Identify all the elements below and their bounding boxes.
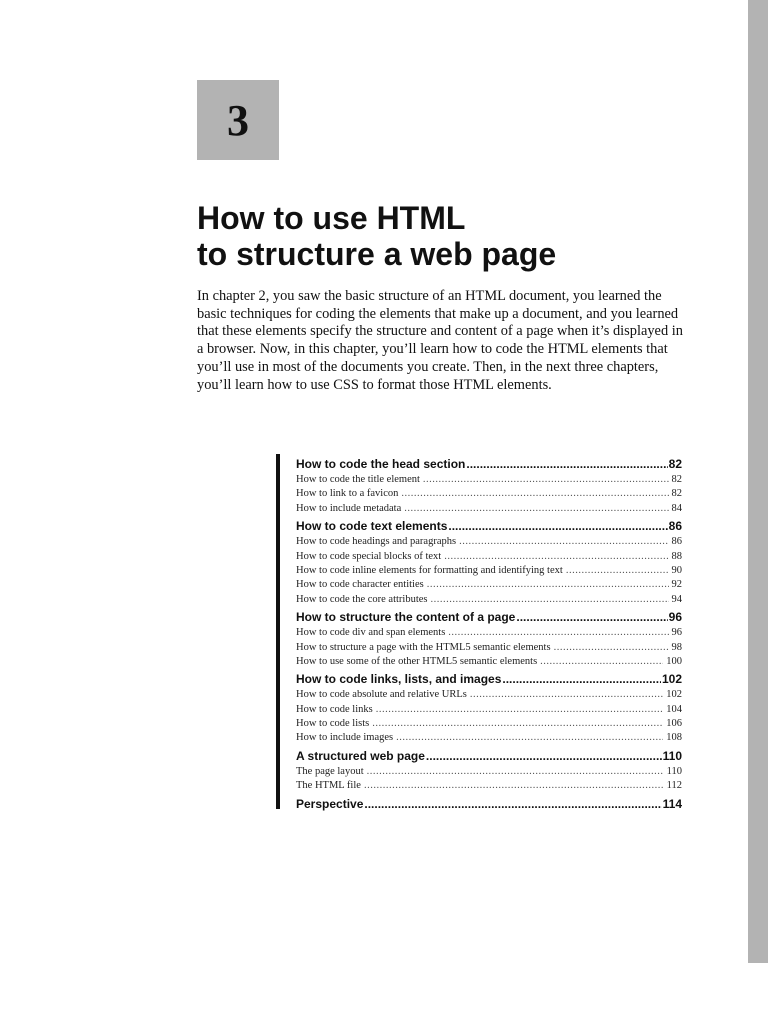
toc-page-number: 82 xyxy=(668,457,682,471)
toc-entry-title: How to code the core attributes xyxy=(296,593,428,605)
toc-page-number: 106 xyxy=(666,718,682,730)
chapter-title xyxy=(197,200,697,272)
toc-dot-leader xyxy=(516,609,667,626)
chapter-title-line-2: to structure a web page xyxy=(197,236,557,272)
toc-page-number: 104 xyxy=(666,703,682,715)
toc-section-entry xyxy=(296,456,682,473)
toc-dot-leader xyxy=(364,779,664,793)
toc-entry-title: The page layout xyxy=(296,765,364,777)
toc-dot-leader xyxy=(466,456,667,473)
toc-entry-title: How to code links xyxy=(296,703,373,715)
toc-entry-title: How to use some of the other HTML5 semantic elements xyxy=(296,655,538,667)
toc-section-entry xyxy=(296,609,682,626)
toc-page-number: 110 xyxy=(662,748,682,763)
toc-subentry xyxy=(296,502,682,516)
toc-dot-leader xyxy=(554,641,669,655)
toc-entry-title: How to code inline elements for formatting and identifying text xyxy=(296,564,563,576)
toc-page-number: 86 xyxy=(671,536,682,548)
toc-dot-leader xyxy=(372,717,663,731)
toc-page-number: 102 xyxy=(661,672,682,687)
toc-dot-leader xyxy=(470,688,663,702)
toc-page-number: 96 xyxy=(671,627,682,639)
chapter-number: 3 xyxy=(227,95,249,145)
toc-entry-title: A structured web page xyxy=(296,748,425,763)
toc-subentry xyxy=(296,779,682,793)
toc-subentry xyxy=(296,731,682,745)
toc-subentry xyxy=(296,578,682,592)
toc-entry-title: How to code lists xyxy=(296,718,370,730)
toc-entry-title: How to link to a favicon xyxy=(296,488,399,500)
toc-page-number: 84 xyxy=(671,502,682,514)
toc-page-number: 90 xyxy=(671,564,682,576)
toc-entry-title: Perspective xyxy=(296,796,364,811)
toc-entry-title: How to include images xyxy=(296,732,394,744)
toc-subentry xyxy=(296,655,682,669)
toc-entry-title: How to code absolute and relative URLs xyxy=(296,689,467,701)
toc-entry-title: How to include metadata xyxy=(296,502,402,514)
toc-entry-title: How to code headings and paragraphs xyxy=(296,536,457,548)
toc-section-entry xyxy=(296,671,682,688)
toc-page-number: 82 xyxy=(671,474,682,485)
toc-dot-leader xyxy=(364,796,661,813)
toc-subentry xyxy=(296,641,682,655)
toc-entry-title: How to code the head section xyxy=(296,457,466,471)
page-edge-strip xyxy=(748,0,768,963)
toc-page-number: 94 xyxy=(671,593,682,605)
toc-section-entry xyxy=(296,796,682,813)
table-of-contents xyxy=(276,454,682,809)
toc-dot-leader xyxy=(459,535,668,549)
toc-entry-title: How to code the title element xyxy=(296,474,420,485)
toc-dot-leader xyxy=(431,593,669,607)
toc-dot-leader xyxy=(502,671,661,688)
toc-dot-leader xyxy=(401,487,668,501)
toc-dot-leader xyxy=(426,748,662,765)
toc-page-number: 92 xyxy=(671,579,682,591)
toc-subentry xyxy=(296,564,682,578)
toc-page-number: 100 xyxy=(666,655,682,667)
toc-entry-title: How to code special blocks of text xyxy=(296,550,442,562)
toc-dot-leader xyxy=(367,765,664,779)
toc-subentry xyxy=(296,626,682,640)
toc-entry-title: How to structure the content of a page xyxy=(296,610,516,625)
toc-page-number: 88 xyxy=(671,550,682,562)
toc-page-number: 102 xyxy=(666,689,682,701)
toc-subentry xyxy=(296,688,682,702)
toc-page-number: 86 xyxy=(668,519,682,534)
toc-dot-leader xyxy=(423,473,669,487)
toc-subentry xyxy=(296,717,682,731)
toc-subentry xyxy=(296,473,682,487)
toc-page-number: 112 xyxy=(666,780,682,792)
toc-subentry xyxy=(296,550,682,564)
chapter-intro-paragraph: In chapter 2, you saw the basic structure of an HTML document, you learned the basic techniques for coding the elements that make up a document, and you learned that these elements specify the structure and content of a page when it’s displayed in a browser. Now, in this chapter, you’ll learn how to code the HTML elements that you’ll use in most of the documents you create. Then, in the next three chapters, you’ll learn how to use CSS to format those HTML elements. xyxy=(197,288,683,393)
toc-page-number: 108 xyxy=(666,732,682,744)
toc-subentry xyxy=(296,703,682,717)
toc-dot-leader xyxy=(396,731,663,745)
toc-entry-title: The HTML file xyxy=(296,780,361,792)
toc-dot-leader xyxy=(376,703,664,717)
toc-entry-title: How to code text elements xyxy=(296,519,448,534)
toc-dot-leader xyxy=(427,578,669,592)
toc-section-entry xyxy=(296,518,682,535)
toc-section-entry xyxy=(296,748,682,765)
chapter-title-line-1: How to use HTML xyxy=(197,200,466,236)
toc-dot-leader xyxy=(444,550,668,564)
toc-subentry xyxy=(296,535,682,549)
toc-dot-leader xyxy=(566,564,669,578)
chapter-number-box xyxy=(197,80,279,160)
toc-dot-leader xyxy=(540,655,663,669)
toc-entry-title: How to code character entities xyxy=(296,579,424,591)
toc-subentry xyxy=(296,593,682,607)
toc-page-number: 82 xyxy=(671,488,682,500)
toc-dot-leader xyxy=(448,518,667,535)
toc-dot-leader xyxy=(448,626,668,640)
toc-dot-leader xyxy=(404,502,668,516)
toc-subentry xyxy=(296,765,682,779)
toc-page-number: 96 xyxy=(668,610,682,625)
toc-page-number: 114 xyxy=(662,796,682,811)
toc-page-number: 98 xyxy=(671,641,682,653)
toc-page-number: 110 xyxy=(666,765,682,777)
toc-entry-title: How to code div and span elements xyxy=(296,627,446,639)
toc-entry-title: How to code links, lists, and images xyxy=(296,672,502,687)
toc-entry-title: How to structure a page with the HTML5 semantic elements xyxy=(296,641,551,653)
toc-entries xyxy=(296,454,682,813)
toc-subentry xyxy=(296,487,682,501)
